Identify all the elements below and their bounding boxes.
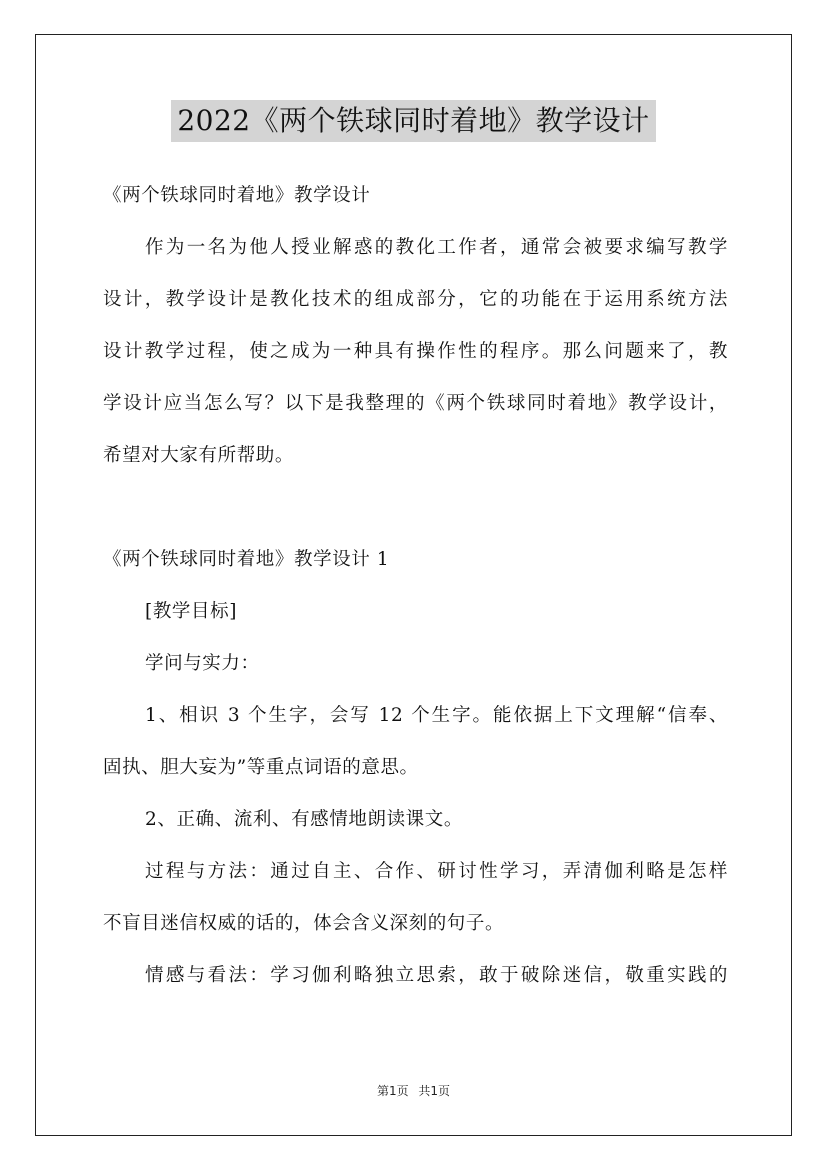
intro-line: 设计，教学设计是教化技术的组成部分，它的功能在于运用系统方法: [103, 289, 728, 310]
item2-line: 2、正确、流利、有感情地朗读课文。: [145, 809, 463, 830]
knowledge-label: 学问与实力：: [145, 653, 260, 674]
page-footer: [0, 1082, 827, 1099]
item1-line: 固执、胆大妄为”等重点词语的意思。: [103, 757, 419, 778]
page-number: 第1页: [376, 1084, 409, 1098]
intro-line: 学设计应当怎么写？以下是我整理的《两个铁球同时着地》教学设计，: [103, 393, 728, 414]
total-pages: 共1页: [418, 1084, 451, 1098]
objectives-label: [教学目标]: [145, 601, 238, 622]
process-line: 过程与方法：通过自主、合作、研讨性学习，弄清伽利略是怎样: [145, 861, 728, 882]
intro-line: 设计教学过程，使之成为一种具有操作性的程序。那么问题来了，教: [103, 341, 728, 362]
item1-line: 1、相识 3 个生字，会写 12 个生字。能依据上下文理解“信奉、: [145, 705, 728, 726]
process-line: 不盲目迷信权威的话的，体会含义深刻的句子。: [103, 913, 505, 934]
paragraph-gap: [103, 482, 728, 534]
emotion-line: 情感与看法：学习伽利略独立思索，敢于破除迷信，敬重实践的: [145, 965, 728, 986]
title-container: [0, 100, 827, 142]
intro-line: 希望对大家有所帮助。: [103, 445, 295, 466]
intro-line: 作为一名为他人授业解惑的教化工作者，通常会被要求编写教学: [145, 237, 728, 258]
section-heading: 《两个铁球同时着地》教学设计 1: [103, 549, 390, 570]
document-body: [103, 170, 728, 1002]
document-title: 2022《两个铁球同时着地》教学设计: [171, 100, 655, 142]
subtitle: 《两个铁球同时着地》教学设计: [103, 185, 371, 206]
